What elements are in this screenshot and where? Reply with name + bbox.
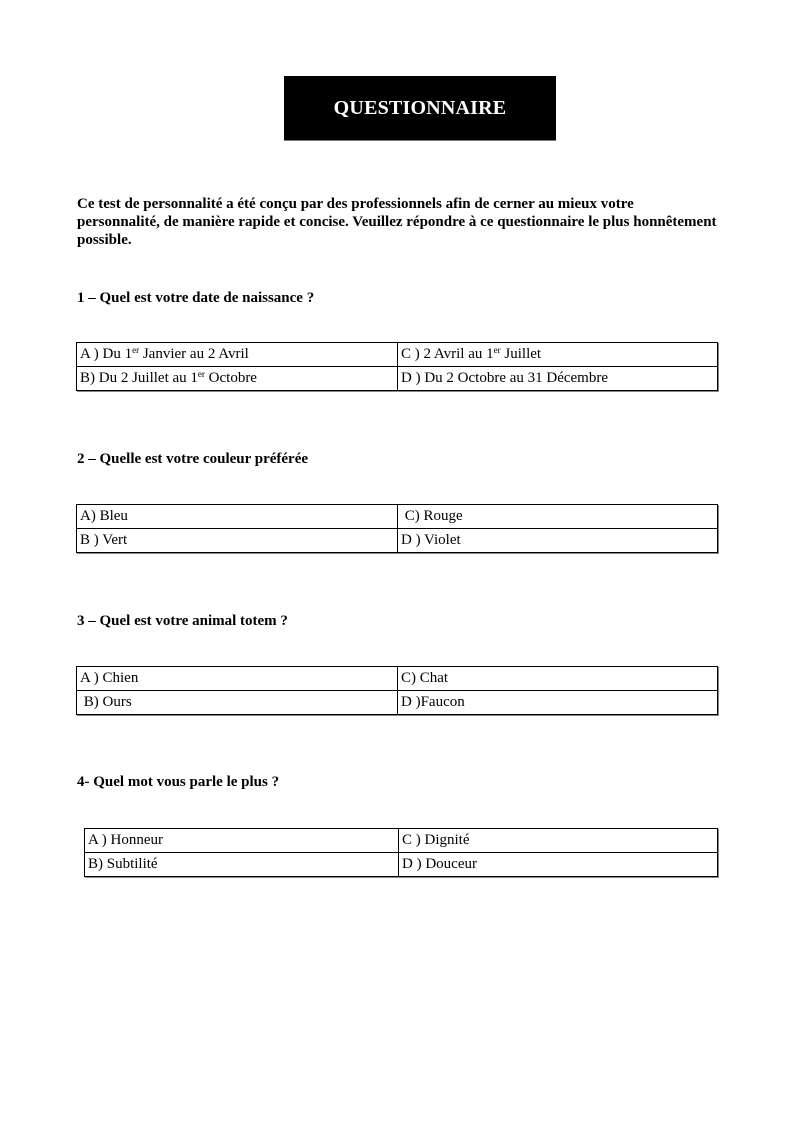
answer-4-d[interactable]: D ) Douceur xyxy=(399,853,718,877)
question-2-answers-table xyxy=(76,504,718,553)
question-1-answers-table xyxy=(76,342,718,391)
answer-2-a[interactable]: A) Bleu xyxy=(77,505,398,529)
answer-1-d[interactable]: D ) Du 2 Octobre au 31 Décembre xyxy=(398,367,718,391)
answer-2-c[interactable]: C) Rouge xyxy=(398,505,718,529)
title-banner xyxy=(284,76,556,140)
answer-4-b[interactable]: B) Subtilité xyxy=(85,853,399,877)
question-2-label: 2 – Quelle est votre couleur préférée xyxy=(77,451,309,467)
intro-paragraph: Ce test de personnalité a été conçu par des professionnels afin de cerner au mieux votre personnalité, de manière rapide et concise. Veuillez répondre à ce questionnaire le plus honnêtement possible. xyxy=(77,196,717,248)
question-4-label: 4- Quel mot vous parle le plus ? xyxy=(77,774,280,790)
question-4-answers-table xyxy=(84,828,718,877)
answer-4-a[interactable]: A ) Honneur xyxy=(85,829,399,853)
answer-3-d[interactable]: D )Faucon xyxy=(398,691,718,715)
answer-4-c[interactable]: C ) Dignité xyxy=(399,829,718,853)
answer-2-b[interactable]: B ) Vert xyxy=(77,529,398,553)
answer-1-a[interactable]: A ) Du 1er Janvier au 2 Avril xyxy=(77,343,398,367)
question-3-label: 3 – Quel est votre animal totem ? xyxy=(77,613,288,629)
answer-1-b[interactable]: B) Du 2 Juillet au 1er Octobre xyxy=(77,367,398,391)
answer-3-c[interactable]: C) Chat xyxy=(398,667,718,691)
answer-3-b[interactable]: B) Ours xyxy=(77,691,398,715)
answer-1-c[interactable]: C ) 2 Avril au 1er Juillet xyxy=(398,343,718,367)
answer-2-d[interactable]: D ) Violet xyxy=(398,529,718,553)
page-title: QUESTIONNAIRE xyxy=(333,96,507,119)
question-3-answers-table xyxy=(76,666,718,715)
question-1-label: 1 – Quel est votre date de naissance ? xyxy=(77,290,315,306)
answer-3-a[interactable]: A ) Chien xyxy=(77,667,398,691)
